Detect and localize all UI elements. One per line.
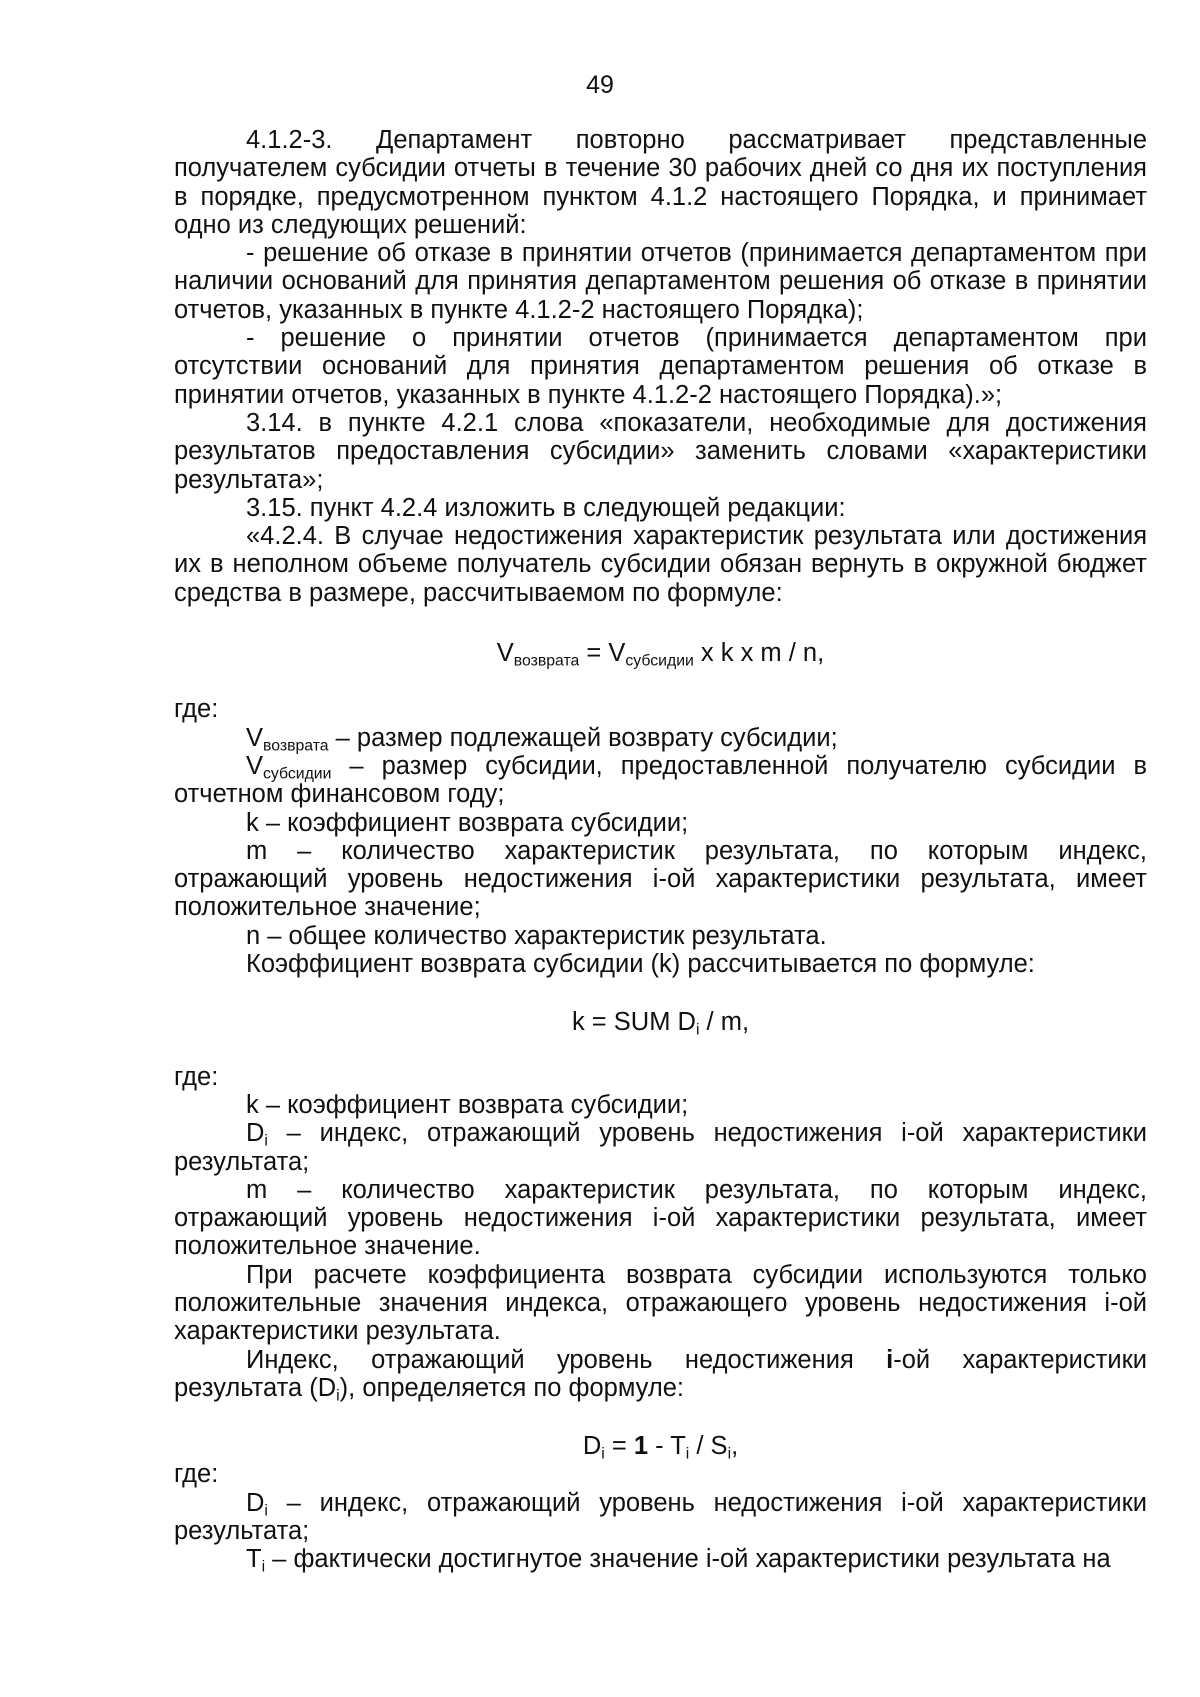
paragraph-positive-values: При расчете коэффициента возврата субсидии используются только положительные значения индекса, отражающего уровень недостижения i-ой характеристики результата. — [174, 1260, 1147, 1346]
formula-coefficient: k = SUM $D_i$ / m, — [571, 1008, 750, 1040]
definition-m: m – количество характеристик результата, по которым индекс, отражающий уровень недостижения i-ой характеристики результата, имеет положительное значение. — [174, 1175, 1147, 1261]
definition-t-i: $T_i$ – фактически достигнутое значение i-ой характеристики результата на — [246, 1545, 1111, 1577]
paragraph-3-15: 3.15. пункт 4.2.4 изложить в следующей редакции: — [246, 493, 846, 522]
where-label: где: — [174, 1062, 219, 1091]
definition-k: k – коэффициент возврата субсидии; — [246, 1090, 689, 1119]
definition-v-return: $V_{возврата}$ – размер подлежащей возврату субсидии; — [246, 723, 838, 755]
definition-v-subsidy: $V_{субсидии}$ – размер субсидии, предоставленной получателю субсидии в отчетном финансовом году; — [174, 751, 1147, 809]
formula-index: $D_i = 1 - T_i / S_i$, — [582, 1432, 739, 1463]
document-body — [174, 126, 1147, 1577]
page-number: 49 — [586, 71, 614, 99]
where-label: где: — [174, 695, 219, 724]
where-label: где: — [174, 1460, 219, 1489]
definition-k: k – коэффициент возврата субсидии; — [246, 808, 689, 837]
paragraph-coefficient-intro: Коэффициент возврата субсидии (k) рассчитывается по формуле: — [246, 950, 1035, 979]
formula-return-amount: $V_{возврата} = V_{субсидии}$ x k x m / n, — [496, 639, 825, 670]
definition-d-i: $D_i$ – индекс, отражающий уровень недостижения i-ой характеристики результата; — [174, 1119, 1147, 1176]
definition-m: m – количество характеристик результата, по которым индекс, отражающий уровень недостижения i-ой характеристики результата, имеет положительное значение; — [174, 836, 1147, 922]
paragraph-3-14: 3.14. в пункте 4.2.1 слова «показатели, необходимые для достижения результатов предоставления субсидии» заменить словами «характеристики результата»; — [174, 408, 1147, 494]
definition-n: n – общее количество характеристик результата. — [246, 921, 827, 950]
paragraph-index-intro: Индекс, отражающий уровень недостижения i-ой характеристики результата $(D_i)$, определяется по формуле: — [174, 1345, 1147, 1405]
definition-d-i: $D_i$ – индекс, отражающий уровень недостижения i-ой характеристики результата; — [174, 1488, 1147, 1546]
paragraph-4-1-2-3: 4.1.2-3. Департамент повторно рассматривает представленные получателем субсидии отчеты в течение 30 рабочих дней со дня их поступления в порядке, предусмотренном пунктом 4.1.2 настоящего Порядка, и принимает одно из следующих решений: — [174, 126, 1147, 239]
paragraph-4-2-4: «4.2.4. В случае недостижения характеристик результата или достижения их в неполном объеме получатель субсидии обязан вернуть в окружной бюджет средства в размере, рассчитываемом по формуле: — [174, 522, 1147, 607]
paragraph-acceptance-decision: - решение о принятии отчетов (принимается департаментом при отсутствии оснований для принятия департаментом решения об отказе в принятии отчетов, указанных в пункте 4.1.2-2 настоящего Порядка).»; — [174, 324, 1147, 409]
paragraph-refusal-decision: - решение об отказе в принятии отчетов (принимается департаментом при наличии оснований для принятия департаментом решения об отказе в принятии отчетов, указанных в пункте 4.1.2-2 настоящего Порядка); — [174, 239, 1147, 324]
